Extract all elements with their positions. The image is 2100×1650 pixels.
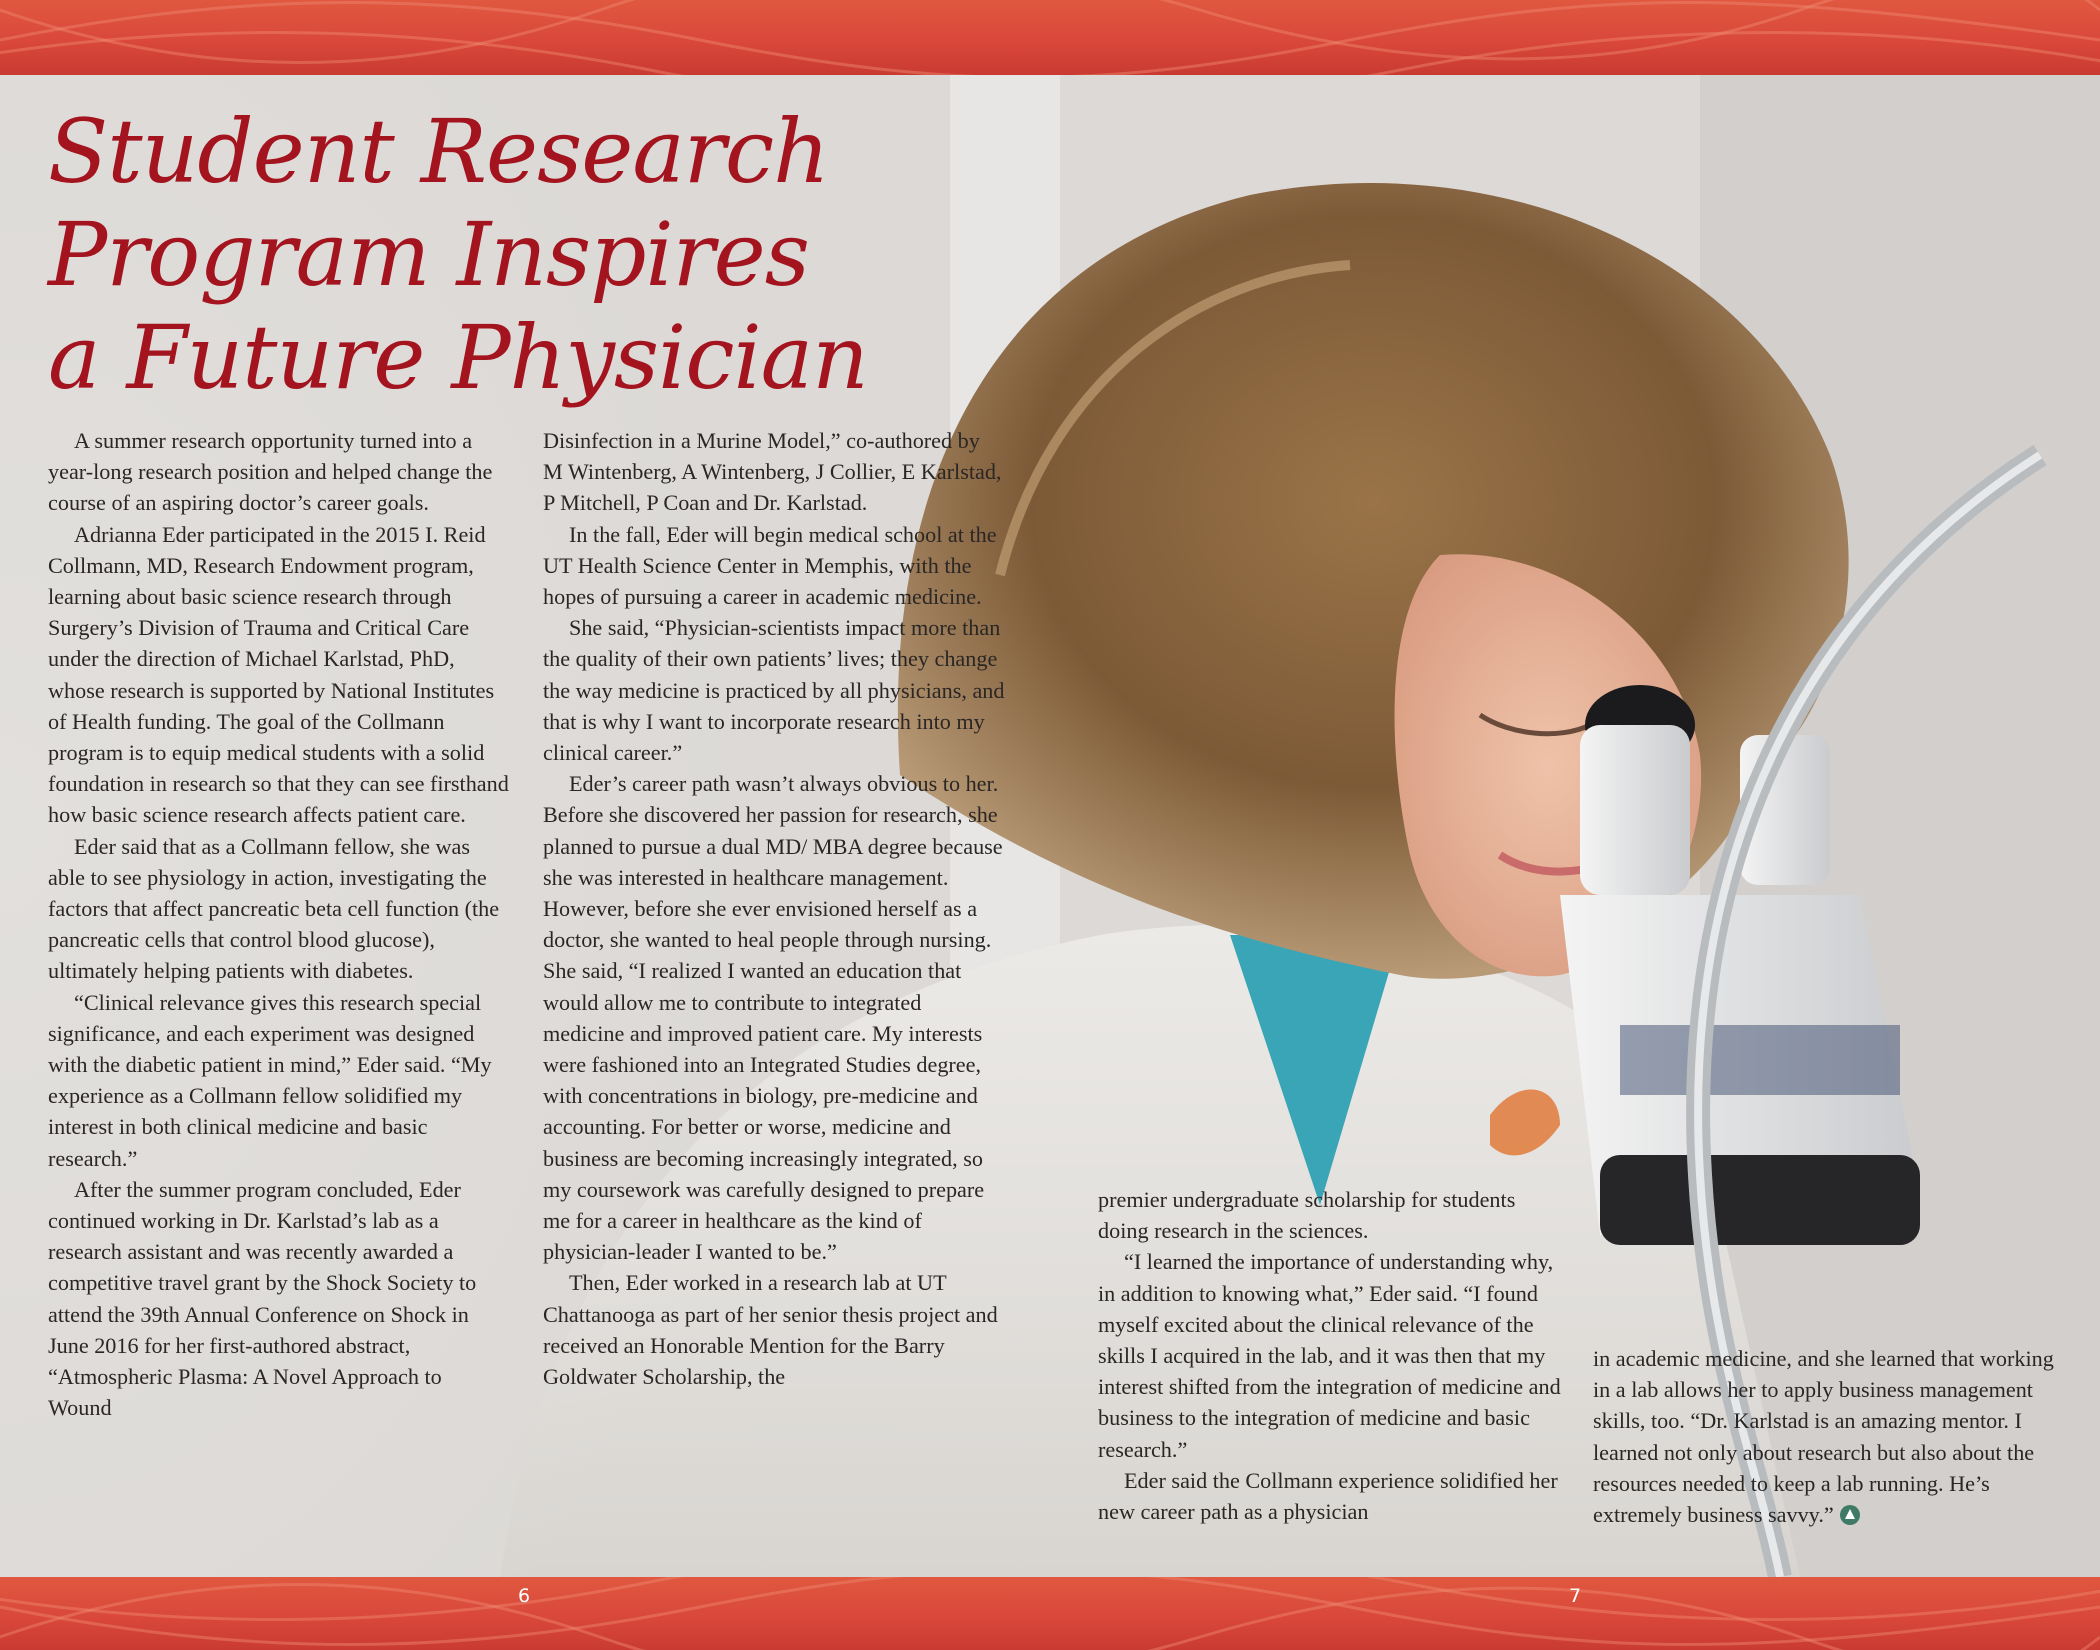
top-decorative-band bbox=[0, 0, 2100, 75]
article-title bbox=[48, 100, 868, 409]
paragraph: Then, Eder worked in a research lab at UT Chattanooga as part of her senior thesis project and received an Honorable Mention for the Barry Goldwater Scholarship, the bbox=[543, 1270, 998, 1390]
page-number-right: 7 bbox=[1569, 1585, 1582, 1607]
paragraph: “I learned the importance of understanding why, in addition to knowing what,” Eder said. “I found myself excited about the clinical relevance of the skills I acquired in the lab, and it was then that my interest shifted from the integration of medicine and business to the integration of medicine and basic research.” bbox=[1098, 1249, 1561, 1462]
article-column-3 bbox=[1098, 1184, 1563, 1527]
title-line: Student Research bbox=[48, 100, 829, 203]
triangle-end-mark-icon bbox=[1840, 1505, 1860, 1525]
paragraph: After the summer program concluded, Eder continued working in Dr. Karlstad’s lab as a research assistant and was recently awarded a competitive travel grant by the Shock Society to attend the 39th Annual Conference on Shock in June 2016 for her first-authored abstract, “Atmospheric Plasma: A Novel Approach to Wound bbox=[48, 1176, 477, 1421]
article-column-2 bbox=[543, 425, 1005, 1392]
title-line: a Future Physician bbox=[48, 306, 868, 409]
wave-pattern-icon bbox=[0, 0, 2100, 75]
paragraph: Disinfection in a Murine Model,” co-authored by M Wintenberg, A Wintenberg, J Collier, E Karlstad, P Mitchell, P Coan and Dr. Karlstad. bbox=[543, 428, 1002, 516]
paragraph: She said, “Physician-scientists impact more than the quality of their own patients’ lives; they change the way medicine is practiced by all physicians, and that is why I want to incorporate research into my clinical career.” bbox=[543, 615, 1005, 766]
title-line: Program Inspires bbox=[48, 203, 809, 306]
article-column-4 bbox=[1593, 1343, 2055, 1530]
paragraph bbox=[1593, 1343, 2055, 1530]
paragraph: In the fall, Eder will begin medical school at the UT Health Science Center in Memphis, with the hopes of pursuing a career in academic medicine. bbox=[543, 521, 997, 610]
paragraph: A summer research opportunity turned into a year-long research position and helped change the course of an aspiring doctor’s career goals. bbox=[48, 428, 493, 516]
paragraph: Eder said that as a Collmann fellow, she was able to see physiology in action, investigating the factors that affect pancreatic beta cell function (the pancreatic cells that control blood glucose), ultimately helping patients with diabetes. bbox=[48, 833, 500, 984]
wave-pattern-icon bbox=[0, 1577, 2100, 1650]
paragraph: Eder said the Collmann experience solidified her new career path as a physician bbox=[1098, 1467, 1558, 1525]
page-number-left: 6 bbox=[518, 1585, 531, 1607]
paragraph-text: in academic medicine, and she learned that working in a lab allows her to apply business management skills, too. “Dr. Karlstad is an amazing mentor. I learned not only about research but also about the resources needed to keep a lab running. He’s extremely business savvy.” bbox=[1593, 1346, 2054, 1528]
paragraph: premier undergraduate scholarship for students doing research in the sciences. bbox=[1098, 1187, 1516, 1244]
paragraph: “Clinical relevance gives this research special significance, and each experiment was designed with the diabetic patient in mind,” Eder said. “My experience as a Collmann fellow solidified my interest in both clinical medicine and basic research.” bbox=[48, 989, 492, 1171]
article-column-1 bbox=[48, 425, 510, 1424]
bottom-decorative-band bbox=[0, 1577, 2100, 1650]
paragraph: Adrianna Eder participated in the 2015 I. Reid Collmann, MD, Research Endowment program, learning about basic science research through Surgery’s Division of Trauma and Critical Care under the direction of Michael Karlstad, PhD, whose research is supported by National Institutes of Health funding. The goal of the Collmann program is to equip medical students with a solid foundation in research so that they can see firsthand how basic science research affects patient care. bbox=[48, 521, 509, 828]
paragraph: Eder’s career path wasn’t always obvious to her. Before she discovered her passion for research, she planned to pursue a dual MD/ MBA degree because she was interested in healthcare management. However, before she ever envisioned herself as a doctor, she wanted to heal people through nursing. She said, “I realized I wanted an education that would allow me to contribute to integrated medicine and improved patient care. My interests were fashioned into an Integrated Studies degree, with concentrations in biology, pre-medicine and accounting. For better or worse, medicine and business are becoming increasingly integrated, so my coursework was carefully designed to prepare me for a career in healthcare as the kind of physician-leader I wanted to be.” bbox=[543, 771, 1003, 1265]
